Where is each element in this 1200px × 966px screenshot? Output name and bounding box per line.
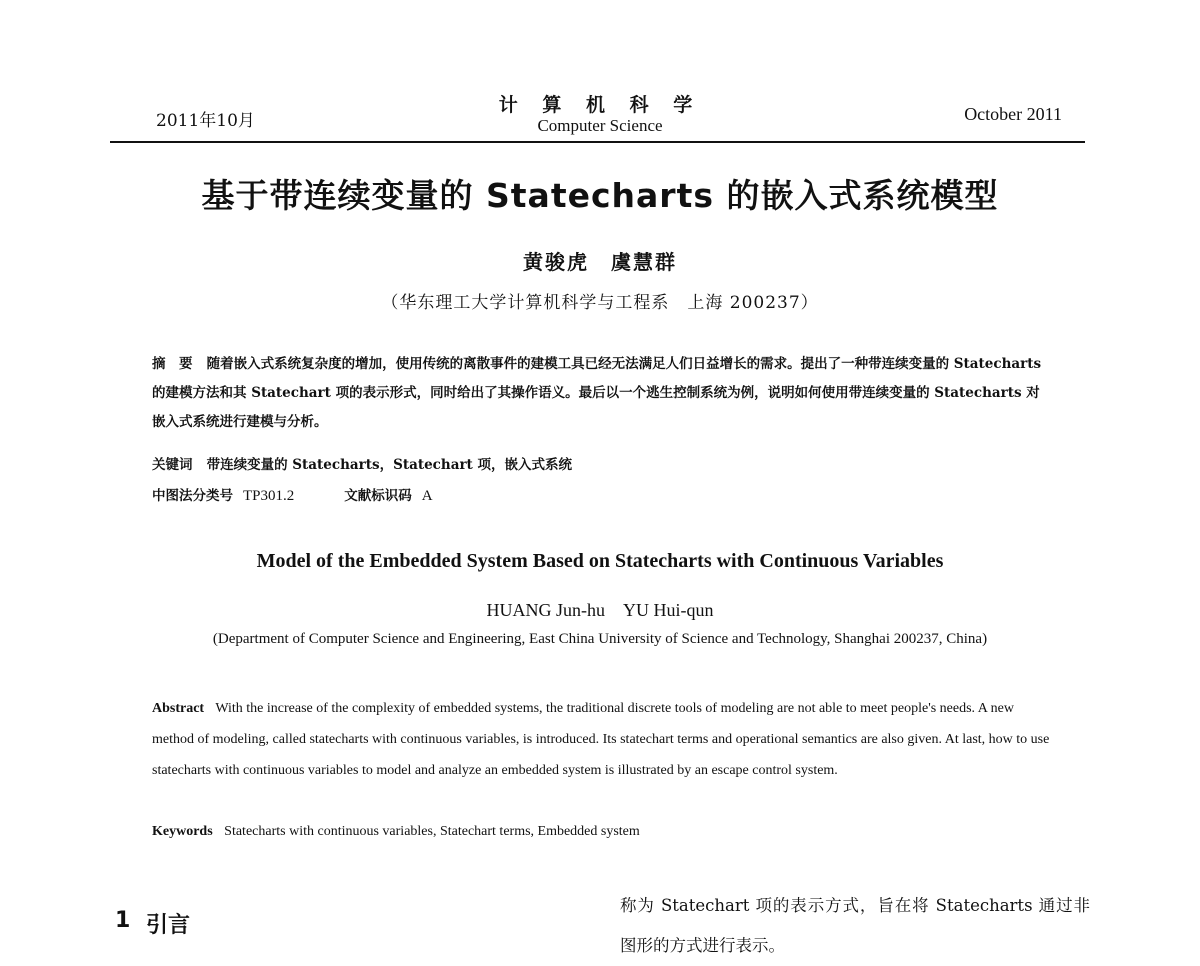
keywords-cn <box>152 453 572 473</box>
clc-value: TP301.2 <box>243 488 295 504</box>
abstract-en-text: With the increase of the complexity of embedded systems, the traditional discrete tools of modeling are not able to meet people's needs. A new method of modeling, called statecharts with continuous variables, is introduced. Its statechart terms and operational semantics are also given. At last, how to use statecharts with continuous variables to model and analyze an embedded system is illustrated by an escape control system. <box>152 701 1050 778</box>
section-heading: 引言 <box>146 913 191 938</box>
abstract-en-label: Abstract <box>152 701 205 716</box>
abstract-en <box>152 693 1052 786</box>
keywords-cn-label: 关键词 <box>152 457 193 473</box>
keywords-en-text: Statecharts with continuous variables, Statechart terms, Embedded system <box>224 824 640 839</box>
right-column-paragraph: 称为 Statechart 项的表示方式，旨在将 Statecharts 通过非图形的方式进行表示。 <box>620 896 1090 955</box>
abstract-cn-text: 随着嵌入式系统复杂度的增加，使用传统的离散事件的建模工具已经无法满足人们日益增长的需求。提出了一种带连续变量的 Statecharts 的建模方法和其 Statechart 项的表示形式，同时给出了其操作语义。最后以一个逃生控制系统为例，说明如何使用带连续变量的 Statecharts 对嵌入式系统进行建模与分析。 <box>152 356 1042 430</box>
abstract-cn-label: 摘 要 <box>152 356 193 372</box>
affiliation-cn: （华东理工大学计算机科学与工程系 上海 200237） <box>381 293 819 313</box>
affiliation-en: (Department of Computer Science and Engineering, East China University of Science and Technology, Shanghai 200237, China) <box>212 631 988 647</box>
authors-en: HUANG Jun-hu YU Hui-qun <box>486 600 714 620</box>
journal-name-cn: 计 算 机 科 学 <box>498 94 702 116</box>
keywords-cn-text: 带连续变量的 Statecharts，Statechart 项，嵌入式系统 <box>206 457 572 473</box>
paper-title-en: Model of the Embedded System Based on Statecharts with Continuous Variables <box>256 550 944 572</box>
section-number: 1 <box>115 908 131 933</box>
journal-name-en: Computer Science <box>537 116 663 135</box>
authors-cn: 黄骏虎 虞慧群 <box>523 250 677 274</box>
header-rule <box>110 141 1085 143</box>
classification-line <box>152 484 433 505</box>
keywords-en <box>152 824 640 840</box>
doc-code-label: 文献标识码 <box>344 488 412 504</box>
header-date-cn: 2011年10月 <box>156 111 255 131</box>
keywords-en-label: Keywords <box>152 824 213 839</box>
abstract-cn <box>152 350 1052 437</box>
doc-code-value: A <box>421 488 433 504</box>
header-date-en: October 2011 <box>964 104 1062 124</box>
paper-title-cn: 基于带连续变量的 Statecharts 的嵌入式系统模型 <box>201 176 999 215</box>
clc-label: 中图法分类号 <box>152 488 233 504</box>
